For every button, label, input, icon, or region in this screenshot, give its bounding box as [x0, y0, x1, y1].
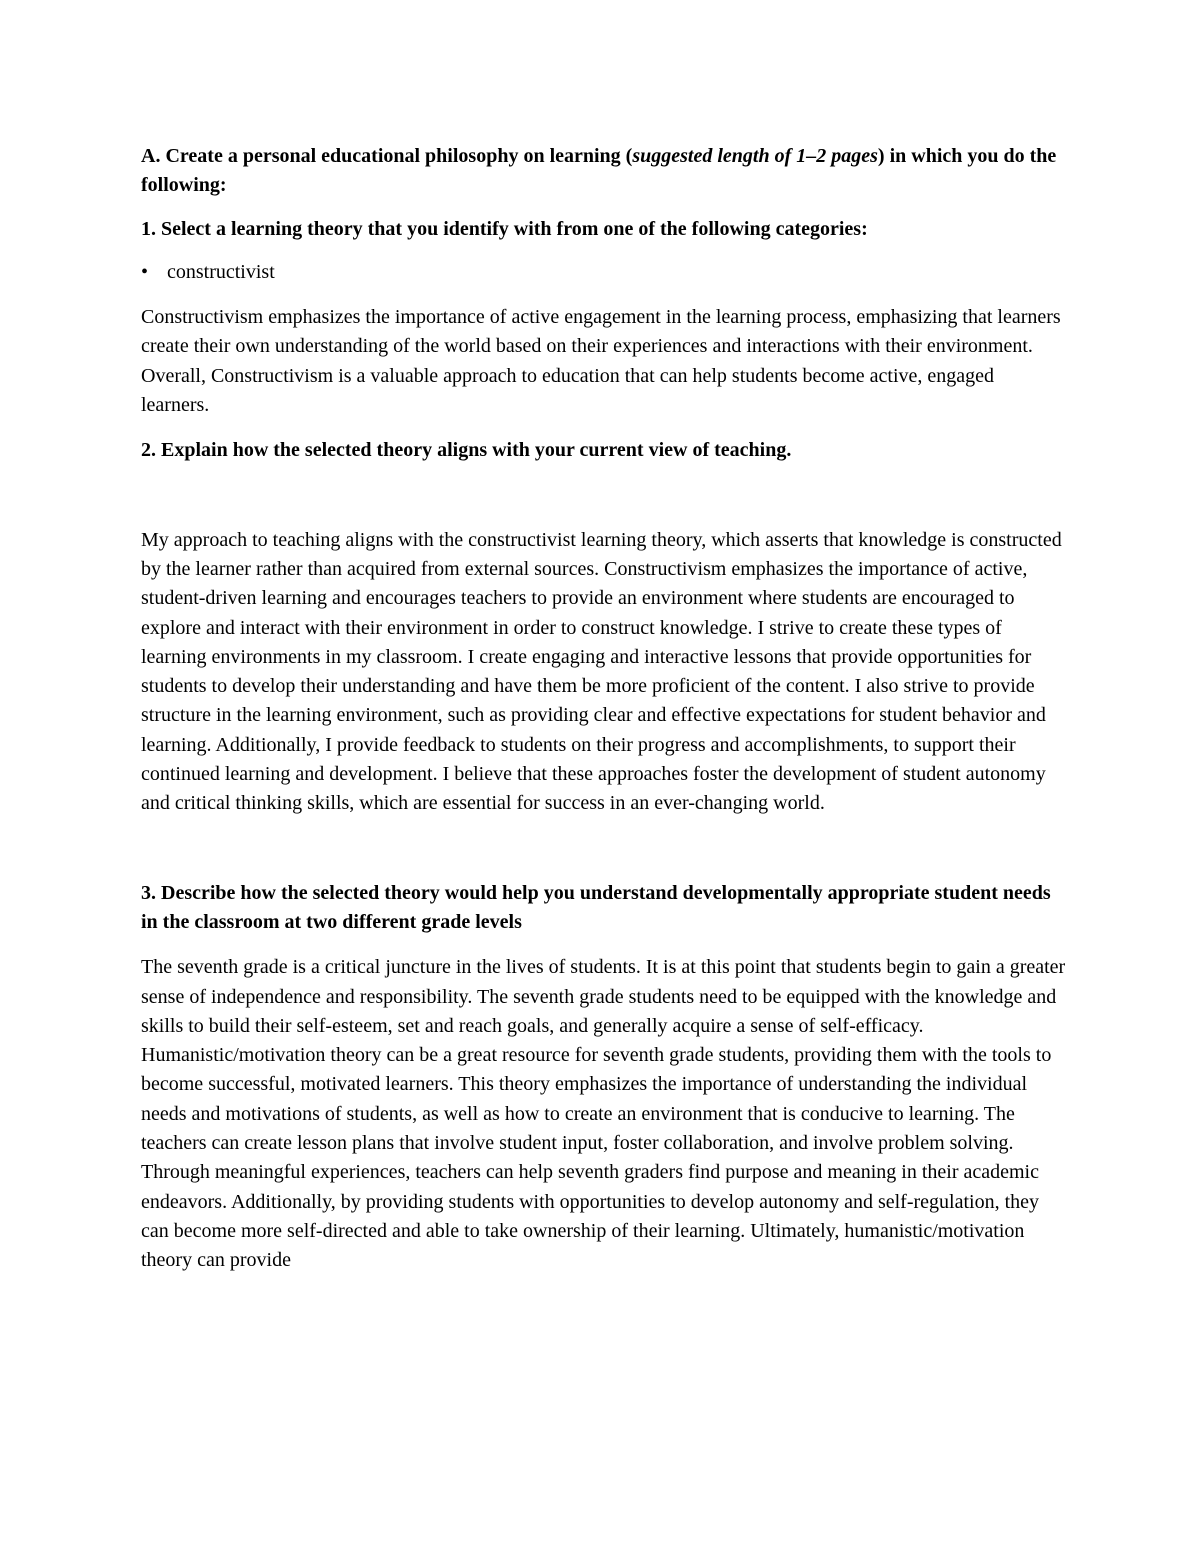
document-content: [141, 142, 1066, 1276]
item2-paragraph: My approach to teaching aligns with the constructivist learning theory, which asserts that knowledge is constructed by the learner rather than acquired from external sources. Constructivism emphasizes the importance of active, student-driven learning and encourages teachers to provide an environment where students are encouraged to explore and interact with their environment in order to construct knowledge. I strive to create these types of learning environments in my classroom. I create engaging and interactive lessons that provide opportunities for students to develop their understanding and have them be more proficient of the content. I also strive to provide structure in the learning environment, such as providing clear and effective expectations for student behavior and learning. Additionally, I provide feedback to students on their progress and accomplishments, to support their continued learning and development. I believe that these approaches foster the development of student autonomy and critical thinking skills, which are essential for success in an ever-changing world.: [141, 528, 1062, 815]
section-a-heading: [141, 142, 1066, 201]
bullet-text: constructivist: [167, 260, 275, 283]
item1-paragraph: Constructivism emphasizes the importance of active engagement in the learning process, emphasizing that learners create their own understanding of the world based on their experiences and interactions with their environment. Overall, Constructivism is a valuable approach to education that can help students become active, engaged learners.: [141, 306, 1061, 417]
section-a-italic: suggested length of 1–2 pages: [632, 145, 878, 167]
item1-heading: 1. Select a learning theory that you identify with from one of the following categories:: [141, 217, 868, 240]
bullet-mark: •: [141, 260, 149, 283]
bullet-item: [141, 258, 1066, 287]
item2-heading: 2. Explain how the selected theory aligns with your current view of teaching.: [141, 439, 792, 462]
item3-heading: 3. Describe how the selected theory would help you understand developmentally appropriate student needs in the classroom at two different grade levels: [141, 881, 1051, 933]
section-a-prefix: A. Create a personal educational philosophy on learning (: [141, 145, 633, 167]
section-a-suffix: ) in which you do the following:: [141, 145, 1057, 197]
item3-paragraph: The seventh grade is a critical juncture in the lives of students. It is at this point that students begin to gain a greater sense of independence and responsibility. The seventh grade students need to be equipped with the knowledge and skills to build their self-esteem, set and reach goals, and generally acquire a sense of self-efficacy. Humanistic/motivation theory can be a great resource for seventh grade students, providing them with the tools to become successful, motivated learners. This theory emphasizes the importance of understanding the individual needs and motivations of students, as well as how to create an environment that is conducive to learning. The teachers can create lesson plans that involve student input, foster collaboration, and involve problem solving. Through meaningful experiences, teachers can help seventh graders find purpose and meaning in their academic endeavors. Additionally, by providing students with opportunities to develop autonomy and self-regulation, they can become more self-directed and able to take ownership of their learning. Ultimately, humanistic/motivation theory can provide: [141, 956, 1066, 1272]
